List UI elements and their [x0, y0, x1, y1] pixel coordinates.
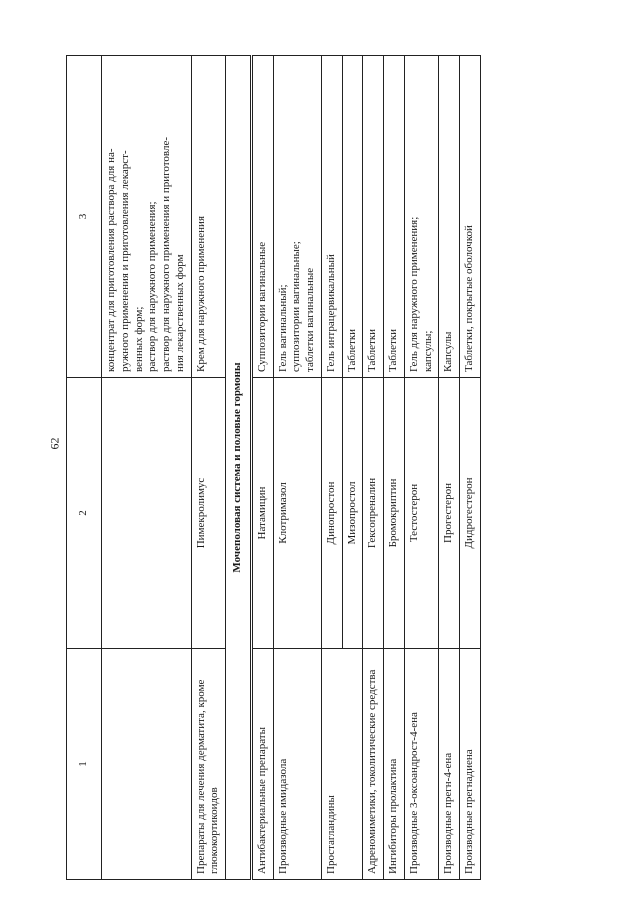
forms-cell — [273, 56, 321, 378]
table-row — [321, 56, 342, 880]
group-cell: Производные прегнадиена — [460, 649, 481, 880]
group-cell — [102, 649, 192, 880]
forms-cell — [321, 56, 342, 378]
column-header-1: 1 — [67, 649, 102, 880]
rotated-page-content — [66, 55, 577, 880]
table-row — [102, 56, 192, 880]
table-row — [251, 56, 273, 880]
form-line: ния лекарственных форм — [173, 254, 186, 372]
group-cell: Производные прегн-4-ена — [439, 649, 460, 880]
drug-cell: Мизопростол — [342, 378, 363, 649]
section-row — [226, 56, 252, 880]
form-line: раствор для наружного применения и приготовле- — [160, 136, 172, 372]
drug-cell: Гексопреналин — [363, 378, 384, 649]
drug-table — [66, 55, 481, 880]
form-line: Капсулы — [442, 331, 455, 372]
forms-cell — [251, 56, 273, 378]
form-line: суппозитории вагинальные; — [290, 241, 303, 372]
table-row — [273, 56, 321, 880]
group-cell: Адреномиметики, токолитические средства — [363, 649, 384, 880]
form-line: раствор для наружного применения; — [146, 201, 159, 372]
column-header-3: 3 — [67, 56, 102, 378]
page-number: 62 — [47, 437, 62, 450]
drug-cell — [102, 378, 192, 649]
section-title: Мочеполовая система и половые гормоны — [226, 56, 252, 880]
form-line: Таблетки, покрытые оболочкой — [463, 225, 475, 372]
forms-cell — [404, 56, 439, 378]
drug-cell: Клотримазол — [273, 378, 321, 649]
forms-cell — [191, 56, 226, 378]
form-line: Таблетки — [366, 328, 379, 372]
drug-cell: Дидрогестерон — [460, 378, 481, 649]
forms-cell — [363, 56, 384, 378]
group-cell — [342, 649, 363, 880]
form-line: концентрат для приготовления раствора для на- — [105, 148, 117, 372]
drug-cell: Динопростон — [321, 378, 342, 649]
form-line: Таблетки — [345, 328, 358, 372]
group-cell: Производные имидазола — [273, 649, 321, 880]
forms-cell — [460, 56, 481, 378]
forms-cell — [342, 56, 363, 378]
column-header-2: 2 — [67, 378, 102, 649]
drug-cell: Пимекролимус — [191, 378, 226, 649]
form-line: Гель для наружного применения; — [407, 216, 420, 372]
group-cell: Антибактериальные препараты — [251, 649, 273, 880]
form-line: венных форм; — [132, 306, 145, 372]
table-row — [404, 56, 439, 880]
drug-cell: Натамицин — [251, 378, 273, 649]
form-line: Гель вагинальный; — [276, 284, 289, 372]
form-line: таблетки вагинальные — [304, 267, 316, 372]
group-cell: Простагландины — [321, 649, 342, 880]
table-row — [460, 56, 481, 880]
drug-cell: Тестостерон — [404, 378, 439, 649]
group-cell: Препараты для лечения дерматита, кроме глюкокортикоидов — [191, 649, 226, 880]
drug-cell: Прогестерон — [439, 378, 460, 649]
table-row — [384, 56, 405, 880]
table-row — [363, 56, 384, 880]
forms-cell — [102, 56, 192, 378]
form-line: Таблетки — [387, 328, 399, 372]
table-row — [191, 56, 226, 880]
forms-cell — [384, 56, 405, 378]
forms-cell — [439, 56, 460, 378]
table-row — [439, 56, 460, 880]
drug-cell: Бромокриптин — [384, 378, 405, 649]
group-cell: Производные 3-оксоандрост-4-ена — [404, 649, 439, 880]
table-row — [342, 56, 363, 880]
group-cell: Ингибиторы пролактина — [384, 649, 405, 880]
header-row — [67, 56, 102, 880]
form-line: ружного применения и приготовления лекарст- — [118, 150, 131, 372]
form-line: Гель интрацервикальный — [324, 254, 337, 372]
form-line: капсулы; — [421, 330, 434, 372]
form-line: Суппозитории вагинальные — [255, 241, 268, 372]
form-line: Крем для наружного применения — [194, 216, 207, 372]
